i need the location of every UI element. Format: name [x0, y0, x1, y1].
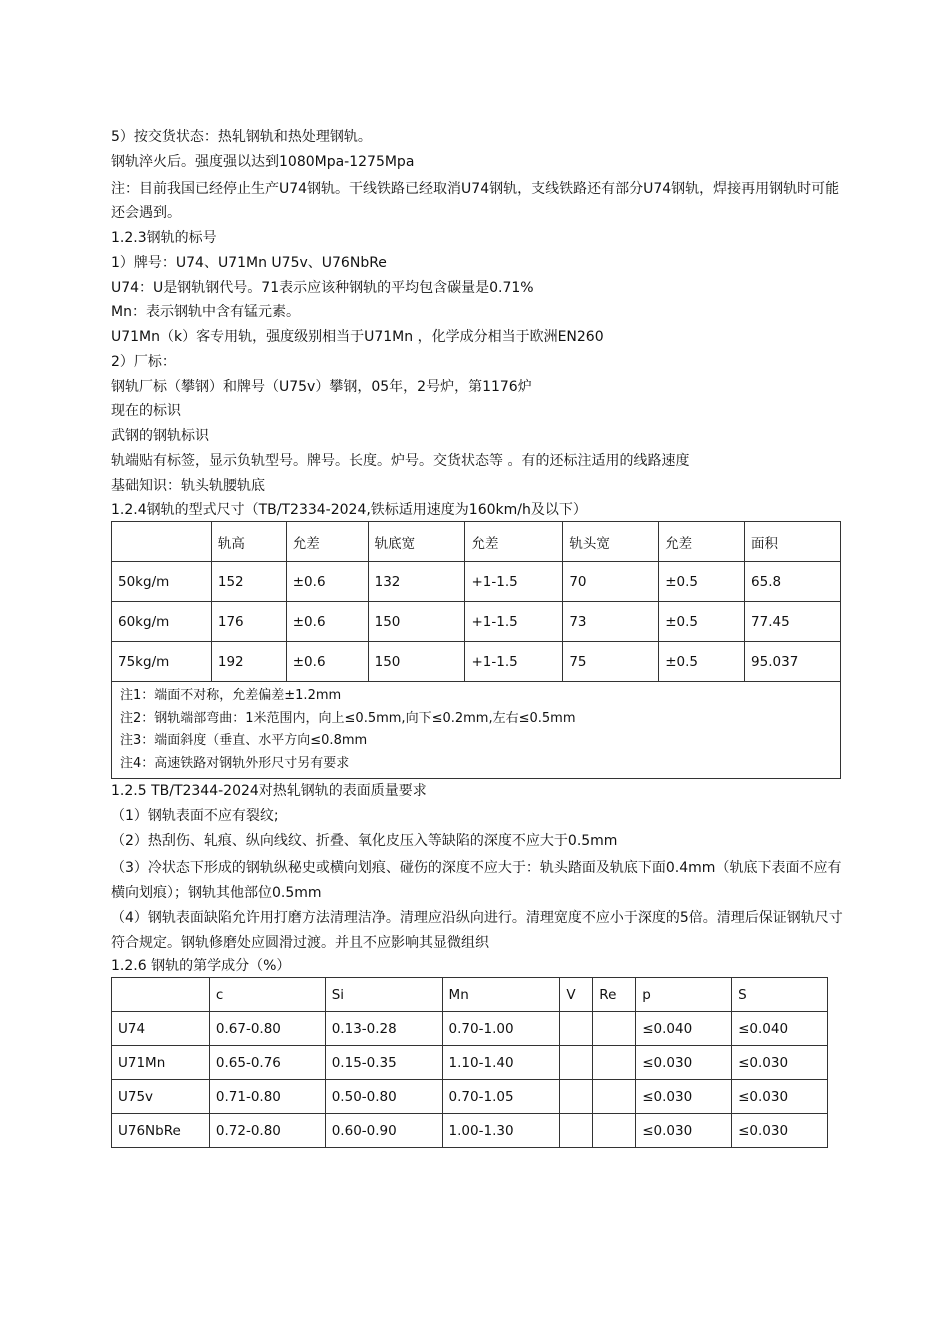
- text-line: 5）按交货状态：热轧钢轨和热处理钢轨。: [111, 129, 372, 145]
- table-cell: 192: [211, 642, 286, 682]
- table-cell: 1.10-1.40: [442, 1046, 560, 1080]
- table-cell: ≤0.030: [732, 1114, 828, 1148]
- table-cell: U74: [112, 1012, 210, 1046]
- table-cell: ±0.5: [659, 642, 745, 682]
- table-cell: 1.00-1.30: [442, 1114, 560, 1148]
- table-cell: 70: [563, 562, 659, 602]
- table-header-row: [112, 978, 828, 1012]
- table-cell: U71Mn: [112, 1046, 210, 1080]
- header-cell: 轨底宽: [368, 522, 465, 562]
- table-row: [112, 1080, 828, 1114]
- table-cell: 75kg/m: [112, 642, 212, 682]
- table-cell: ≤0.030: [732, 1046, 828, 1080]
- header-cell: Mn: [442, 978, 560, 1012]
- header-cell: 轨头宽: [563, 522, 659, 562]
- table-cell: 50kg/m: [112, 562, 212, 602]
- text-line: Mn：表示钢轨中含有锰元素。: [111, 304, 300, 320]
- table-cell: U75v: [112, 1080, 210, 1114]
- table-cell: 176: [211, 602, 286, 642]
- table-cell: 0.50-0.80: [325, 1080, 442, 1114]
- table-cell: +1-1.5: [465, 562, 563, 602]
- table-cell: 0.15-0.35: [325, 1046, 442, 1080]
- table-row: [112, 1114, 828, 1148]
- table-cell: +1-1.5: [465, 642, 563, 682]
- table-cell: 150: [368, 602, 465, 642]
- table-cell: 65.8: [745, 562, 841, 602]
- table-cell: [593, 1012, 636, 1046]
- text-paragraph: （4）钢轨表面缺陷允许用打磨方法清理洁净。清理应沿纵向进行。清理宽度不应小于深度的5倍。清理后保证钢轨尺寸符合规定。钢轨修磨处应圆滑过渡。并且不应影响其显微组织: [111, 910, 843, 951]
- header-cell: Si: [325, 978, 442, 1012]
- header-cell: [112, 978, 210, 1012]
- table-cell: ±0.5: [659, 602, 745, 642]
- header-cell: S: [732, 978, 828, 1012]
- table-cell: 0.67-0.80: [209, 1012, 325, 1046]
- table-row: [112, 602, 841, 642]
- table-cell: 95.037: [745, 642, 841, 682]
- section-heading: 1.2.6 钢轨的第学成分（%）: [111, 958, 291, 974]
- section-heading: 1.2.5 TB/T2344-2024对热轧钢轨的表面质量要求: [111, 783, 427, 799]
- table-note: 注2：钢轨端部弯曲：1米范围内，向上≤0.5mm,向下≤0.2mm,左右≤0.5mm: [120, 710, 576, 726]
- table-cell: ≤0.030: [636, 1080, 732, 1114]
- section-heading: 1.2.3钢轨的标号: [111, 230, 217, 246]
- table-row: [112, 1046, 828, 1080]
- table-cell: ≤0.040: [732, 1012, 828, 1046]
- table-cell: ≤0.030: [732, 1080, 828, 1114]
- text-line: 钢轨淬火后。强度强以达到1080Mpa-1275Mpa: [111, 154, 415, 170]
- table-cell: 152: [211, 562, 286, 602]
- rail-dimensions-table: [111, 521, 841, 779]
- table-cell: [560, 1012, 593, 1046]
- text-line: U71Mn（k）客专用轨，强度级别相当于U71Mn ，化学成分相当于欧洲EN260: [111, 329, 604, 345]
- table-cell: [593, 1046, 636, 1080]
- table-note: 注4：高速铁路对钢轨外形尺寸另有要求: [120, 755, 350, 771]
- header-cell: [112, 522, 212, 562]
- table-cell: 73: [563, 602, 659, 642]
- table-cell: ≤0.030: [636, 1046, 732, 1080]
- text-line: 基础知识：轨头轨腰轨底: [111, 478, 265, 494]
- header-cell: 允差: [659, 522, 745, 562]
- table-cell: U76NbRe: [112, 1114, 210, 1148]
- table-cell: ±0.5: [659, 562, 745, 602]
- table-cell: 132: [368, 562, 465, 602]
- section-heading: 1.2.4钢轨的型式尺寸（TB/T2334-2024,铁标适用速度为160km/h及以下）: [111, 502, 587, 518]
- text-line: U74：U是钢轨钢代号。71表示应该种钢轨的平均包含碳量是0.71%: [111, 280, 534, 296]
- header-cell: 轨高: [211, 522, 286, 562]
- table-row: [112, 562, 841, 602]
- table-cell: 0.13-0.28: [325, 1012, 442, 1046]
- text-line: 现在的标识: [111, 403, 181, 419]
- table-cell: [560, 1080, 593, 1114]
- table-cell: [593, 1114, 636, 1148]
- text-paragraph: （3）冷状态下形成的钢轨纵秘史或横向划痕、碰伤的深度不应大于：轨头踏面及轨底下面0.4mm（轨底下表面不应有横向划痕）；钢轨其他部位0.5mm: [111, 860, 842, 901]
- header-cell: c: [209, 978, 325, 1012]
- table-cell: +1-1.5: [465, 602, 563, 642]
- text-line: 1）牌号：U74、U71Mn U75v、U76NbRe: [111, 255, 387, 271]
- table-cell: ±0.6: [286, 642, 368, 682]
- table-cell: [560, 1114, 593, 1148]
- table-cell: 0.70-1.05: [442, 1080, 560, 1114]
- table-note: 注3：端面斜度（垂直、水平方向≤0.8mm: [120, 733, 368, 748]
- header-cell: 允差: [465, 522, 563, 562]
- table-cell: [560, 1046, 593, 1080]
- notes-cell: [112, 682, 841, 779]
- text-line: 钢轨厂标（攀钢）和牌号（U75v）攀钢，05年，2号炉，第1176炉: [111, 379, 532, 395]
- table-cell: 0.72-0.80: [209, 1114, 325, 1148]
- text-line: 轨端贴有标签，显示负轨型号。牌号。长度。炉号。交货状态等 。有的还标注适用的线路速度: [111, 453, 690, 469]
- table-cell: 150: [368, 642, 465, 682]
- table-cell: ±0.6: [286, 562, 368, 602]
- header-cell: p: [636, 978, 732, 1012]
- table-cell: ≤0.030: [636, 1114, 732, 1148]
- header-cell: Re: [593, 978, 636, 1012]
- table-cell: 77.45: [745, 602, 841, 642]
- table-cell: 0.65-0.76: [209, 1046, 325, 1080]
- text-line: （1）钢轨表面不应有裂纹;: [111, 808, 279, 824]
- table-cell: 60kg/m: [112, 602, 212, 642]
- table-cell: 0.71-0.80: [209, 1080, 325, 1114]
- header-cell: V: [560, 978, 593, 1012]
- table-cell: ±0.6: [286, 602, 368, 642]
- header-cell: 允差: [286, 522, 368, 562]
- table-cell: [593, 1080, 636, 1114]
- table-cell: 0.70-1.00: [442, 1012, 560, 1046]
- text-paragraph: 注：目前我国已经停止生产U74钢轨。干线铁路已经取消U74钢轨，支线铁路还有部分U74钢轨，焊接再用钢轨时可能还会遇到。: [111, 181, 840, 221]
- table-row: [112, 1012, 828, 1046]
- table-cell: 75: [563, 642, 659, 682]
- chemical-composition-table: [111, 977, 828, 1148]
- table-note: 注1：端面不对称，允差偏差±1.2mm: [120, 688, 342, 703]
- table-row: [112, 642, 841, 682]
- text-line: 武钢的钢轨标识: [111, 428, 209, 444]
- text-line: （2）热刮伤、轧痕、纵向线纹、折叠、氧化皮压入等缺陷的深度不应大于0.5mm: [111, 833, 618, 849]
- table-cell: 0.60-0.90: [325, 1114, 442, 1148]
- text-line: 2）厂标：: [111, 354, 176, 370]
- table-notes-row: [112, 682, 841, 779]
- table-cell: ≤0.040: [636, 1012, 732, 1046]
- table-header-row: [112, 522, 841, 562]
- header-cell: 面积: [745, 522, 841, 562]
